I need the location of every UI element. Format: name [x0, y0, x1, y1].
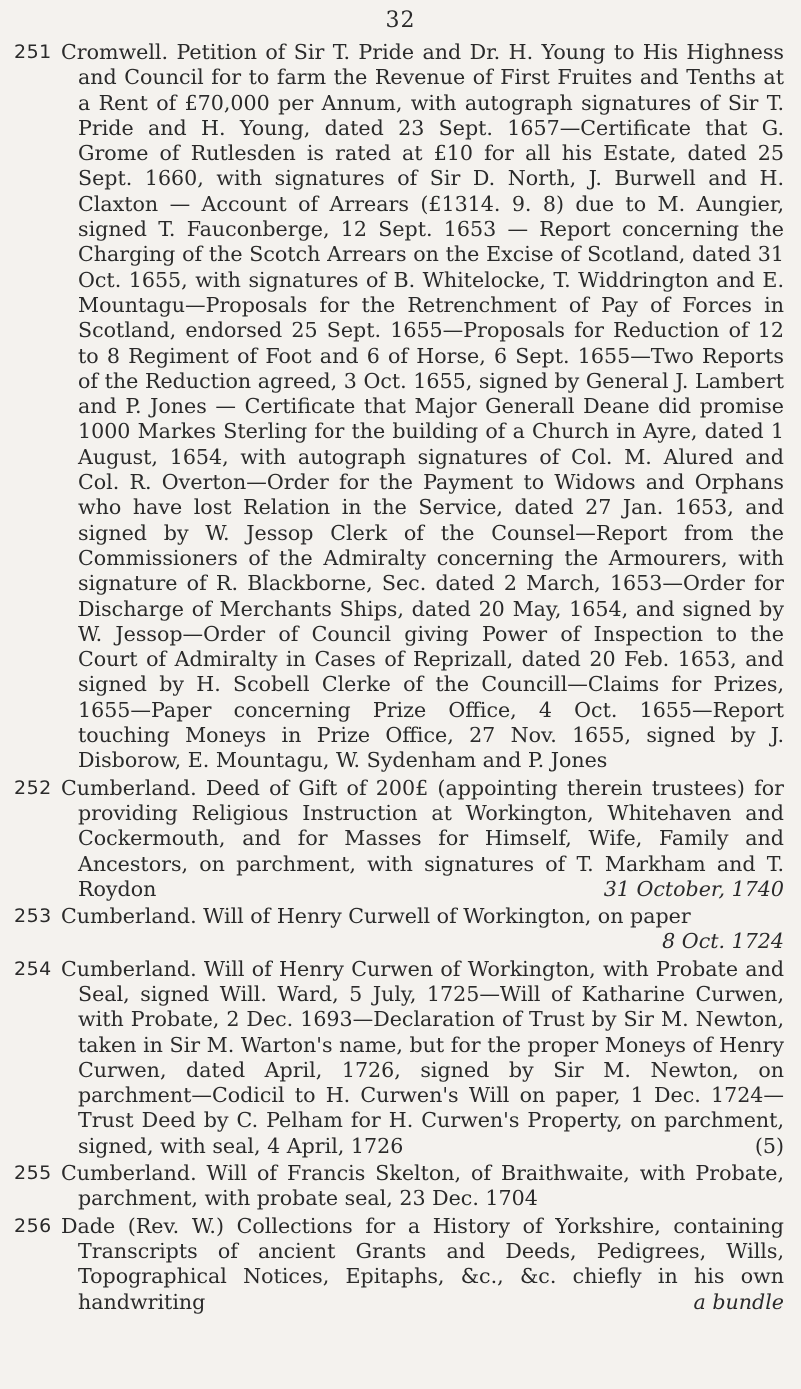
lot-number: 252 — [14, 776, 52, 799]
lot-number: 256 — [14, 1214, 52, 1237]
entry-quantity: a bundle — [693, 1289, 784, 1314]
entry-text-block — [61, 904, 784, 955]
entry-body — [61, 776, 784, 902]
catalogue-entry — [14, 40, 784, 774]
catalogue-entry — [14, 1161, 784, 1212]
entry-heading: Cumberland. — [61, 775, 197, 800]
entry-body — [61, 1214, 784, 1315]
entry-description: Petition of Sir T. Pride and Dr. H. Young to His Highness and Council for to farm the Revenue of First Fruites and Tenths at a Rent of £70,000 per Annum, with autograph signatures of Sir T. Pride and H. Young, dated 23 Sept. 1657—Certificate that G. Grome of Rutlesden is rated at £10 for all his Estate, dated 25 Sept. 1660, with signatures of Sir D. North, J. Burwell and H. Claxton — Account of Arrears (£1314. 9. 8) due to M. Aungier, signed T. Fauconberge, 12 Sept. 1653 — Report concerning the Charging of the Scotch Arrears on the Excise of Scotland, dated 31 Oct. 1655, with signatures of B. Whitelocke, T. Widdrington and E. Mountagu—Proposals for the Retrenchment of Pay of Forces in Scotland, endorsed 25 Sept. 1655—Proposals for Reduction of 12 to 8 Regiment of Foot and 6 of Horse, 6 Sept. 1655—Two Reports of the Reduction agreed, 3 Oct. 1655, signed by General J. Lambert and P. Jones — Certificate that Major Generall Deane did promise 1000 Markes Sterling for the building of a Church in Ayre, dated 1 August, 1654, with autograph signatures of Col. M. Alured and Col. R. Overton—Order for the Payment to Widows and Orphans who have lost Relation in the Service, dated 27 Jan. 1653, and signed by W. Jessop Clerk of the Counsel—Report from the Commissioners of the Admiralty concerning the Armourers, with signature of R. Blackborne, Sec. dated 2 March, 1653—Order for Discharge of Merchants Ships, dated 20 May, 1654, and signed by W. Jessop—Order of Council giving Power of Inspection to the Court of Admiralty in Cases of Reprizall, dated 20 Feb. 1653, and signed by H. Scobell Clerke of the Councill—Claims for Prizes, 1655—Paper concerning Prize Office, 4 Oct. 1655—Report touching Moneys in Prize Office, 27 Nov. 1655, signed by J. Disborow, E. Mountagu, W. Sydenham and P. Jones — [78, 40, 784, 773]
entry-heading: Cumberland. — [61, 904, 197, 929]
page-number: 32 — [385, 8, 416, 33]
entry-text-block — [61, 1214, 784, 1315]
catalogue-entry — [14, 904, 784, 955]
entry-description: Will of Francis Skelton, of Braithwaite, with Probate, parchment, with probate seal, 23 Dec. 1704 — [78, 1161, 784, 1211]
entry-heading: Cumberland. — [61, 1161, 197, 1186]
catalogue-entry — [14, 776, 784, 902]
catalogue-entries — [14, 40, 784, 1317]
entry-body — [61, 40, 784, 774]
lot-number: 255 — [14, 1162, 52, 1185]
entry-text-block — [61, 776, 784, 902]
entry-heading: Cumberland. — [61, 956, 197, 981]
entry-description: Collections for a History of Yorkshire, containing Transcripts of ancient Grants and Deeds, Pedigrees, Wills, Topographical Notices, Epitaphs, &c., &c. chiefly in his own handwriting — [78, 1213, 784, 1314]
catalogue-entry — [14, 1214, 784, 1315]
entry-text-block — [61, 40, 784, 774]
catalogue-entry — [14, 957, 784, 1159]
entry-description: Will of Henry Curwell of Workington, on paper — [203, 904, 691, 929]
lot-number: 253 — [14, 905, 52, 928]
entry-heading: Cromwell. — [61, 40, 169, 64]
entry-description: Will of Henry Curwen of Workington, with Probate and Seal, signed Will. Ward, 5 July, 1725—Will of Katharine Curwen, with Probate, 2 Dec. 1693—Declaration of Trust by Sir M. Newton, taken in Sir M. Warton's name, but for the proper Moneys of Henry Curwen, dated April, 1726, signed by Sir M. Newton, on parchment—Codicil to H. Curwen's Will on paper, 1 Dec. 1724—Trust Deed by C. Pelham for H. Curwen's Property, on parchment, signed, with seal, 4 April, 1726 — [78, 956, 785, 1158]
lot-number: 254 — [14, 957, 52, 980]
entry-body — [61, 1161, 784, 1212]
lot-number: 251 — [14, 41, 52, 63]
entry-body — [61, 904, 784, 955]
entry-quantity: (5) — [754, 1133, 784, 1158]
entry-date: 31 October, 1740 — [603, 876, 784, 901]
entry-text-block — [61, 1161, 784, 1212]
entry-date: 8 Oct. 1724 — [662, 929, 784, 954]
entry-body — [61, 957, 784, 1159]
entry-heading: Dade (Rev. W.) — [61, 1213, 224, 1238]
entry-text-block — [61, 957, 784, 1159]
entry-description: Deed of Gift of 200£ (appointing therein trustees) for providing Religious Instruction at Workington, Whitehaven and Cockermouth, and for Masses for Himself, Wife, Family and Ancestors, on parchment, with signatures of T. Markham and T. Roydon — [78, 775, 784, 901]
